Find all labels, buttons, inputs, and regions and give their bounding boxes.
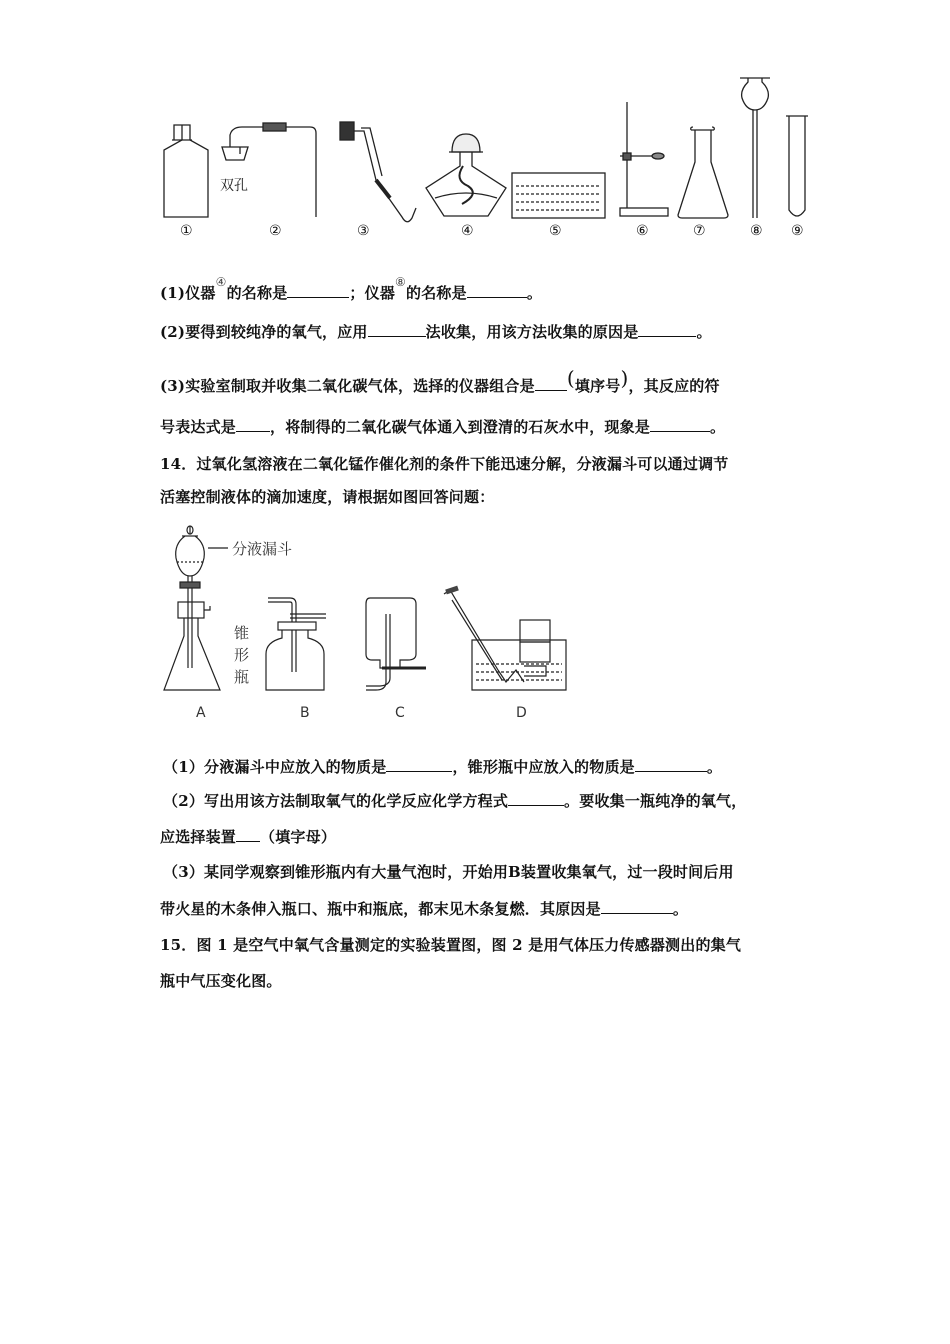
q13-part-3-cont: 号表达式是 ，将制得的二氧化碳气体通入到澄清的石灰水中，现象是 。	[160, 418, 726, 436]
apparatus-letter-b: B	[300, 705, 310, 721]
answer-blank[interactable]	[635, 757, 707, 772]
water-trough	[512, 173, 605, 218]
ref-number: ④	[215, 275, 227, 289]
double-hole-label: 双孔	[220, 178, 248, 194]
alcohol-lamp	[426, 134, 506, 216]
q14-part-1: （1）分液漏斗中应放入的物质是 ，锥形瓶中应放入的物质是 。	[163, 758, 723, 776]
apparatus-b	[266, 598, 326, 690]
q14-stem-line-1: 14．过氧化氢溶液在二氧化锰作催化剂的条件下能迅速分解，分液漏斗可以通过调节	[160, 455, 729, 473]
q14-part-2-cont: 应选择装置 （填字母）	[160, 828, 337, 846]
figure-1-numbers	[150, 223, 820, 241]
q14-part-3-cont: 带火星的木条伸入瓶口、瓶中和瓶底，都末见木条复燃．其原因是 。	[160, 900, 689, 918]
answer-blank[interactable]	[601, 899, 673, 914]
answer-blank[interactable]	[535, 376, 567, 391]
item-number: ④	[461, 223, 474, 239]
apparatus-c	[366, 598, 426, 690]
answer-blank[interactable]	[650, 417, 710, 432]
flask-label-char: 形	[234, 646, 250, 664]
funnel-label: 分液漏斗	[232, 540, 293, 558]
q15-stem-line-2: 瓶中气压变化图。	[160, 972, 282, 990]
apparatus-letter-c: C	[395, 705, 405, 721]
test-tube	[786, 116, 808, 216]
flask-label-char: 瓶	[234, 668, 250, 686]
item-number: ③	[357, 223, 370, 239]
answer-blank[interactable]	[638, 322, 696, 337]
long-neck-funnel	[740, 78, 770, 218]
double-hole-stopper	[222, 123, 316, 217]
answer-blank[interactable]	[368, 322, 426, 337]
q13-part-2: (2)要得到较纯净的氧气，应用 法收集，用该方法收集的原因是 。	[160, 323, 712, 341]
item-number: ⑨	[791, 223, 804, 239]
answer-blank[interactable]	[236, 827, 260, 842]
q14-stem-line-2: 活塞控制液体的滴加速度，请根据如图回答问题：	[160, 488, 495, 506]
item-number: ⑤	[549, 223, 562, 239]
item-number: ①	[180, 223, 193, 239]
item-number: ⑦	[693, 223, 706, 239]
apparatus-letter-a: A	[196, 705, 206, 721]
apparatus-a	[164, 526, 228, 690]
apparatus-letter-d: D	[516, 705, 527, 721]
q14-part-3: （3）某同学观察到锥形瓶内有大量气泡时，开始用B装置收集氧气，过一段时间后用	[163, 863, 734, 881]
flask-label-char: 锥	[234, 624, 250, 642]
answer-blank[interactable]	[287, 283, 349, 298]
stopper-with-bent-tube	[340, 122, 416, 222]
iron-stand	[620, 102, 668, 216]
conical-flask	[678, 127, 728, 218]
q15-stem-line-1: 15．图 1 是空气中氧气含量测定的实验装置图，图 2 是用气体压力传感器测出的集气	[160, 936, 742, 954]
item-number: ⑧	[750, 223, 763, 239]
answer-blank[interactable]	[467, 283, 527, 298]
q13-part-1: (1)仪器④的名称是 ；仪器⑧的名称是 。	[160, 275, 543, 302]
item-number: ②	[269, 223, 282, 239]
answer-blank[interactable]	[236, 417, 270, 432]
reagent-bottle	[164, 125, 208, 217]
q13-part-3: (3)实验室制取并收集二氧化碳气体，选择的仪器组合是 (填序号)，其反应的符	[160, 366, 720, 395]
answer-blank[interactable]	[508, 791, 564, 806]
ref-number: ⑧	[395, 275, 406, 289]
answer-blank[interactable]	[386, 757, 452, 772]
item-number: ⑥	[636, 223, 649, 239]
apparatus-figure-2	[150, 518, 610, 728]
q14-part-2: （2）写出用该方法制取氧气的化学反应化学方程式 。要收集一瓶纯净的氧气，	[163, 792, 747, 810]
apparatus-d	[444, 588, 566, 690]
